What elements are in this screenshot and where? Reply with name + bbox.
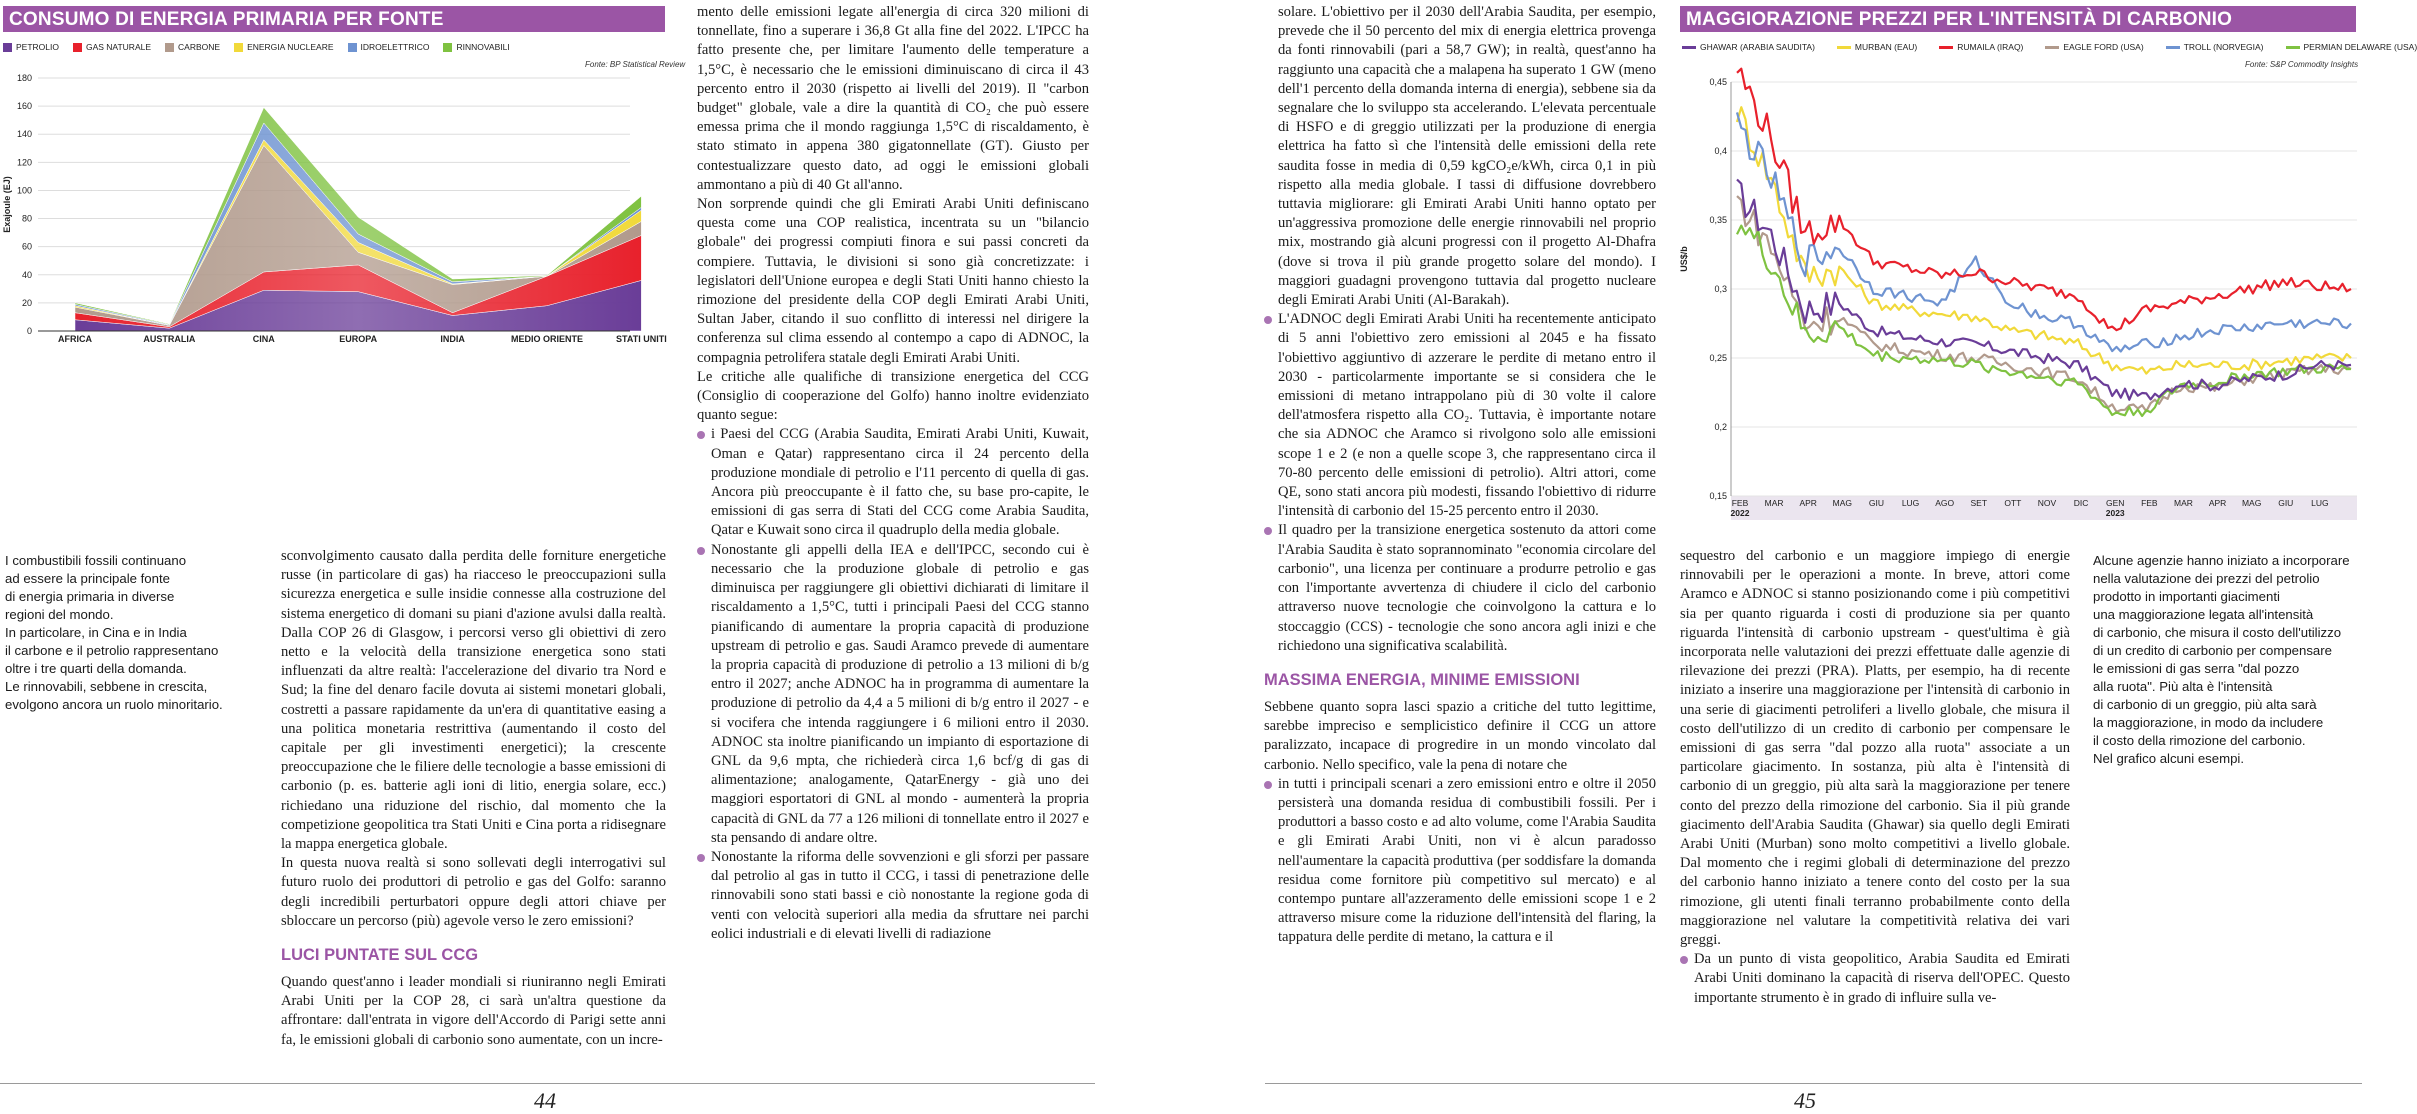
bullet-item: Da un punto di vista geopolitico, Arabia Saudita ed Emirati Arabi Uniti dominano la capacità di riserva dell'OPEC. Questo importante strumento è in grado di influire sulla ve-	[1680, 950, 2070, 1008]
right-chart-banner: MAGGIORAZIONE PREZZI PER L'INTENSITÀ DI CARBONIO	[1680, 6, 2356, 32]
left-chart-source: Fonte: BP Statistical Review	[585, 60, 686, 69]
y-tick-label: 0,35	[1709, 215, 1727, 225]
x-tick-label: LUG	[2311, 498, 2329, 508]
legend-item-rinnovabili: RINNOVABILI	[443, 42, 509, 52]
y-tick-label: 160	[16, 101, 32, 112]
y-axis-label: Exajoule (EJ)	[2, 176, 12, 233]
text-column-4	[1680, 547, 2070, 1008]
caption-line: la maggiorazione, in modo da includere	[2093, 715, 2324, 730]
y-tick-label: 0,3	[1714, 284, 1727, 294]
subhead-massima: MASSIMA ENERGIA, MINIME EMISSIONI	[1264, 670, 1580, 689]
y-tick-label: 180	[16, 73, 32, 83]
y-tick-label: 0,4	[1714, 146, 1727, 156]
x-tick-label: FEB	[2141, 498, 2158, 508]
x-tick-label: NOV	[2037, 498, 2057, 508]
caption-line: di carbonio di un greggio, più alta sarà	[2093, 697, 2317, 712]
y-tick-label: 0,25	[1709, 353, 1727, 363]
x-tick-label: GEN	[2106, 498, 2125, 508]
right-chart-source: Fonte: S&P Commodity Insights	[2245, 60, 2359, 69]
x-tick-label: EUROPA	[339, 334, 378, 344]
x-tick-label: GIU	[1868, 498, 1885, 508]
caption-line: il costo della rimozione del carbonio.	[2093, 733, 2306, 748]
paragraph: Le critiche alle qualifiche di transizione energetica del CCG (Consiglio di cooperazione del Golfo) hanno inoltre evidenziato quanto segue:	[697, 368, 1089, 424]
caption-line: regioni del mondo.	[5, 607, 114, 622]
subhead-luci: LUCI PUNTATE SUL CCG	[281, 946, 479, 965]
caption-line: I combustibili fossili continuano	[5, 553, 187, 568]
caption-line: di carbonio, che misura il costo dell'utilizzo	[2093, 625, 2342, 640]
x-tick-label: AUSTRALIA	[143, 334, 196, 344]
y-tick-label: 0,2	[1714, 422, 1727, 432]
x-tick-label: MEDIO ORIENTE	[510, 334, 583, 344]
legend-item-petrolio: PETROLIO	[3, 42, 59, 52]
x-tick-label: MAR	[1764, 498, 1784, 508]
legend-item-eagleford: EAGLE FORD (USA)	[2045, 42, 2143, 52]
legend-item-nucleare: ENERGIA NUCLEARE	[234, 42, 333, 52]
y-tick-label: 0,45	[1709, 77, 1727, 87]
x-tick-label: AFRICA	[58, 334, 92, 344]
text-column-2	[697, 3, 1089, 944]
left-chart-legend	[3, 42, 510, 52]
legend-item-murban: MURBAN (EAU)	[1837, 42, 1917, 52]
caption-line: ad essere la principale fonte	[5, 571, 170, 586]
legend-item-troll: TROLL (NORVEGIA)	[2166, 42, 2264, 52]
caption-line: Nel grafico alcuni esempi.	[2093, 751, 2244, 766]
bullet-item: L'ADNOC degli Emirati Arabi Uniti ha recentemente anticipato di 5 anni l'obiettivo zero emissioni al 2045 e ha fissato l'obiettivo aggiuntivo di azzerare le perdite di metano entro il 2030 - particolarmente importante se si considera che le emissioni di metano intrappolano più di 30 volte il calore dell'atmosfera rispetto alla CO₂. Tuttavia, è importante notare che sia ADNOC che Aramco si rivolgono solo alle emissioni scope 1 e 2 (e non a quelle scope 3, che rappresentano circa il 70-80 percento delle emissioni di petrolio). Altri attori, come QE, sono stati ancora più modesti, fissando l'obiettivo di ridurre l'intensità di carbonio del 15-25 percento entro il 2030.	[1264, 310, 1656, 521]
x-tick-label: INDIA	[440, 334, 465, 344]
bullet-item: Il quadro per la transizione energetica sostenuto da attori come l'Arabia Saudita è stato soprannominato "economia circolare del carbonio", una licenza per continuare a produrre petrolio e gas con l'importante avvertenza di chiudere il ciclo del carbonio attraverso nuove tecnologie che coinvolgono la cattura e lo stoccaggio (CCS) - tecnologie che sono ancora agli inizi e che richiedono una significativa scalabilità.	[1264, 521, 1656, 655]
caption-line: Le rinnovabili, sebbene in crescita,	[5, 679, 208, 694]
legend-item-rumaila: RUMAILA (IRAQ)	[1939, 42, 2023, 52]
caption-line: oltre i tre quarti della domanda.	[5, 661, 187, 676]
line-series-troll	[1737, 112, 2351, 351]
caption-line: una maggiorazione legata all'intensità	[2093, 607, 2314, 622]
caption-line: Alcune agenzie hanno iniziato a incorporare	[2093, 553, 2350, 568]
energy-area-chart	[0, 68, 670, 528]
paragraph: Quando quest'anno i leader mondiali si riuniranno negli Emirati Arabi Uniti per la COP 28, ci sarà un'altra questione da affrontare: dall'entrata in vigore dell'Accordo di Parigi sette anni fa, le emissioni globali di carbonio sono aumentate, con un incre-	[281, 974, 666, 1048]
x-tick-label: CINA	[252, 334, 275, 344]
paragraph: Non sorprende quindi che gli Emirati Arabi Uniti definiscano questa come una COP realistica, incentrata su un "bilancio globale" dei progressi compiuti finora e sui passi concreti da compiere. Tuttavia, le divisioni si sono già concretizzate: i legislatori dell'Unione europea e degli Stati Uniti hanno chiesto la rimozione del presidente della COP degli Emirati Arabi Uniti, Sultan Jaber, citando il suo conflitto di interessi nel dirigere la conferenza sul clima essendo al contempo a capo di ADNOC, la compagnia petrolifera statale degli Emirati Arabi Uniti.	[697, 196, 1089, 366]
y-tick-label: 60	[21, 241, 32, 252]
caption-line: le emissioni di gas serra "dal pozzo	[2093, 661, 2300, 676]
x-year-label: 2023	[2105, 508, 2125, 518]
y-axis-label: US$/b	[1679, 246, 1689, 272]
x-tick-label: MAR	[2173, 498, 2193, 508]
caption-line: di energia primaria in diverse	[5, 589, 175, 604]
x-tick-label: APR	[2208, 498, 2227, 508]
y-tick-label: 0	[26, 326, 32, 336]
bullet-item: i Paesi del CCG (Arabia Saudita, Emirati Arabi Uniti, Kuwait, Oman e Qatar) rappresentano circa il 24 percento della produzione mondiale di petrolio e l'11 percento di quella di gas. Ancora più preoccupante è il fatto che, su base pro-capite, le emissioni di gas serra di Stati del CCG come Arabia Saudita, Qatar e Kuwait sono circa il quadruplo della media globale.	[697, 425, 1089, 540]
text-column-1	[281, 547, 666, 1050]
page-number-right: 45	[1794, 1088, 1816, 1113]
caption-line: di un credito di carbonio per compensare	[2093, 643, 2332, 658]
caption-line: prodotto in importanti giacimenti	[2093, 589, 2280, 604]
y-tick-label: 20	[21, 297, 32, 308]
carbon-intensity-line-chart	[1675, 68, 2362, 528]
y-tick-label: 140	[16, 129, 32, 140]
legend-item-idro: IDROELETTRICO	[348, 42, 430, 52]
paragraph: solare. L'obiettivo per il 2030 dell'Arabia Saudita, per esempio, prevede che il 50 percento del mix di energia elettrica provenga da fonti rinnovabili (pari a 58,7 GW); in realtà, quest'anno ha raggiunto una capacità che a malapena ha superato 1 GW (meno dell'1 percento della domanda interna di energia), sebbene sia da segnalare che lo sviluppo sta accelerando. L'elevata percentuale di HSFO e di greggio utilizzati per la produzione di energia elettrica ha fatto sì che l'intensità delle emissioni della rete saudita fosse in media di 0,59 kgCO₂e/kWh, circa 0,1 in più rispetto alla media globale. I tassi di diffusione dovrebbero tuttavia migliorare: gli Emirati Arabi Uniti hanno optato per un'aggressiva promozione delle energie rinnovabili nel proprio mix, mostrando già alcuni progressi con il progetto Al-Dhafra (dove si trova il più grande progetto solare del mondo). I maggiori guadagni provengono tuttavia dal progetto nucleare degli Emirati Arabi Uniti (Al-Barakah).	[1278, 4, 1656, 309]
x-tick-label: STATI UNITI	[616, 334, 667, 344]
right-chart-legend	[1682, 42, 2417, 52]
legend-item-carbone: CARBONE	[165, 42, 220, 52]
page-number-left: 44	[534, 1088, 556, 1113]
y-tick-label: 100	[16, 185, 32, 196]
y-tick-label: 80	[21, 213, 32, 224]
y-tick-label: 40	[21, 269, 32, 280]
paragraph: Sebbene quanto sopra lasci spazio a critiche del tutto legittime, sarebbe impreciso e semplicistico definire il CCG un attore paralizzato, incapace di progredire in un mondo vincolato dal carbonio. Nello specifico, vale la pena di notare che	[1264, 698, 1656, 773]
x-tick-label: MAG	[1832, 498, 1853, 508]
caption-line: nella valutazione dei prezzi del petrolio	[2093, 571, 2320, 586]
text-column-3	[1264, 3, 1656, 948]
x-tick-label: SET	[1970, 498, 1988, 508]
paragraph: In questa nuova realtà si sono sollevati degli interrogativi sul futuro ruolo dei produttori di petrolio e gas del Golfo: saranno degli incredibili perturbatori oppure degli attori chiave per sbloccare un percorso (più) agevole verso le zero emissioni?	[281, 855, 666, 929]
right-chart-caption	[2093, 552, 2358, 768]
bullet-item: Nonostante la riforma delle sovvenzioni e gli sforzi per passare dal petrolio al gas in tutto il CCG, i tassi di penetrazione delle rinnovabili sono stati bassi e ciò nonostante la regione goda di venti con velocità superiori alla media da sfruttare nei parchi eolici industriali e di elevati livelli di radiazione	[697, 848, 1089, 944]
x-year-label: 2022	[1730, 508, 1750, 518]
paragraph: sequestro del carbonio e un maggiore impiego di energie rinnovabili per le operazioni a monte. In breve, attori come Aramco e ADNOC si stanno posizionando come i più competitivi sia per quanto riguarda i costi di produzione sia per quanto riguarda l'intensità di carbonio upstream - quest'ultima è già incorporata nelle valutazioni dei prezzi effettuate dalle agenzie di rilevazione dei prezzi (PRA). Platts, per esempio, ha di recente iniziato a inserire una maggiorazione per l'intensità di carbonio in una serie di giacimenti petroliferi a livello globale, che misura il costo dell'utilizzo di un credito di carbonio per compensare le emissioni di gas serra "dal pozzo alla ruota" associate a un particolare giacimento. In sostanza, più alta è l'intensità di carbonio di un greggio, più alta sarà la maggiorazione per tenere conto del prezzo della rimozione del carbonio. Sia il più grande giacimento dell'Arabia Saudita (Ghawar) sia quello degli Emirati Arabi Uniti (Murban) sono molto competitivi a livello globale. Dal momento che i regimi globali di determinazione del prezzo del carbonio hanno iniziato a tenere conto del costo per la sua rimozione, gli utenti finali terranno probabilmente conto della maggiorazione nel valutare la competitività relativa dei vari greggi.	[1680, 548, 2070, 949]
line-series-rumaila	[1737, 69, 2351, 330]
x-tick-label: MAG	[2241, 498, 2262, 508]
legend-item-gas: GAS NATURALE	[73, 42, 151, 52]
x-tick-label: OTT	[2004, 498, 2022, 508]
x-tick-label: DIC	[2073, 498, 2089, 508]
paragraph: mento delle emissioni legate all'energia di circa 320 milioni di tonnellate, fino a superare i 36,8 Gt alla fine del 2022. L'IPCC ha fatto presente che, per limitare l'aumento delle temperature a 1,5°C, è necessario che le emissioni diminuiscano di circa il 43 percento entro il 2030 (rispetto ai livelli del 2019). Il "carbon budget" globale, vale a dire la quantità di CO₂ che può essere emessa prima che il mondo raggiunga 1,5°C di riscaldamento, è stato stimato in appena 380 gigatonnellate (GT). Giusto per contestualizzare questo dato, ad oggi le emissioni globali ammontano a più di 40 Gt all'anno.	[697, 4, 1089, 193]
legend-item-permian: PERMIAN DELAWARE (USA)	[2286, 42, 2417, 52]
left-chart-caption	[5, 552, 250, 714]
x-tick-label: GIU	[2278, 498, 2294, 508]
y-tick-label: 120	[16, 157, 32, 168]
x-tick-label: LUG	[1901, 498, 1920, 508]
paragraph: sconvolgimento causato dalla perdita delle forniture energetiche russe (in particolare di gas) ha riacceso le preoccupazioni sulla sicurezza energetica e sulle insidie connesse alla costruzione del sistema energetico di domani su piani d'azione avulsi dalla realtà. Dalla COP 26 di Glasgow, i percorsi verso gli obiettivi di zero netto e la velocità della transizione energetica sono stati influenzati da altre realtà: l'accelerazione del divario tra Nord e Sud; la fine del denaro facile dovuta ai sistemi monetari globali, costretti a passare rapidamente da un'era di quantitative easing a una politica monetaria restrittiva (aumentando il costo del capitale per gli investimenti energetici); la crescente preoccupazione che le filiere delle tecnologie a basse emissioni di carbonio (p. es. batterie agli ioni di litio, energia solare, ecc.) richiedano una riduzione del rischio, dal momento che la competizione geopolitica tra Stati Uniti e Cina porta a ridisegnare la mappa energetica globale.	[281, 548, 666, 853]
bullet-item: in tutti i principali scenari a zero emissioni entro e oltre il 2050 persisterà una domanda residua di combustibili fossili. Per i produttori a basso costo e ad alto volume, come l'Arabia Saudita e gli Emirati Arabi Uniti, non vi è alcun paradosso nell'aumentare la capacità produttiva (per soddisfare la domanda residua come fornitore più competitivo sul mercato) e al contempo puntare all'azzeramento delle emissioni scope 1 e 2 attraverso misure come la riduzione dell'intensità del flaring, la tappatura delle perdite di metano, la cattura e il	[1264, 775, 1656, 948]
bullet-item: Nonostante gli appelli della IEA e dell'IPCC, secondo cui è necessario che la produzione globale di petrolio e gas diminuisca per raggiungere gli obiettivi dichiarati di limitare il riscaldamento a 1,5°C, tutti i principali Paesi del CCG stanno pianificando di aumentare la propria capacità di produzione upstream di petrolio e gas. Saudi Aramco prevede di aumentare la propria capacità di produzione di petrolio a 13 milioni di b/g entro il 2027; anche ADNOC ha in programma di aumentare la produzione di petrolio da 4,4 a 5 milioni di b/g entro il 2027 - e si vocifera che intenda raggiungere i 6 milioni entro il 2030. ADNOC sta inoltre pianificando un impianto di esportazione di GNL da 9,6 mpta, che richiederà circa 1,6 bcf/g di gas di alimentazione; analogamente, QatarEnergy - già uno dei maggiori esportatori di GNL al mondo - aumenterà la propria capacità di GNL da 77 a 126 milioni di tonnellate entro il 2027 e sta pensando di andare oltre.	[697, 541, 1089, 848]
y-tick-label: 0,15	[1709, 491, 1727, 501]
x-tick-label: AGO	[1935, 498, 1955, 508]
caption-line: evolgono ancora un ruolo minoritario.	[5, 697, 223, 712]
legend-item-ghawar: GHAWAR (ARABIA SAUDITA)	[1682, 42, 1815, 52]
x-tick-label: FEB	[1731, 498, 1749, 508]
caption-line: alla ruota". Più alta è l'intensità	[2093, 679, 2273, 694]
footer-rule-left	[0, 1083, 1095, 1084]
x-tick-label: APR	[1799, 498, 1817, 508]
footer-rule-right	[1265, 1083, 2362, 1084]
left-chart-banner: CONSUMO DI ENERGIA PRIMARIA PER FONTE	[3, 6, 665, 32]
caption-line: il carbone e il petrolio rappresentano	[5, 643, 219, 658]
caption-line: In particolare, in Cina e in India	[5, 625, 187, 640]
